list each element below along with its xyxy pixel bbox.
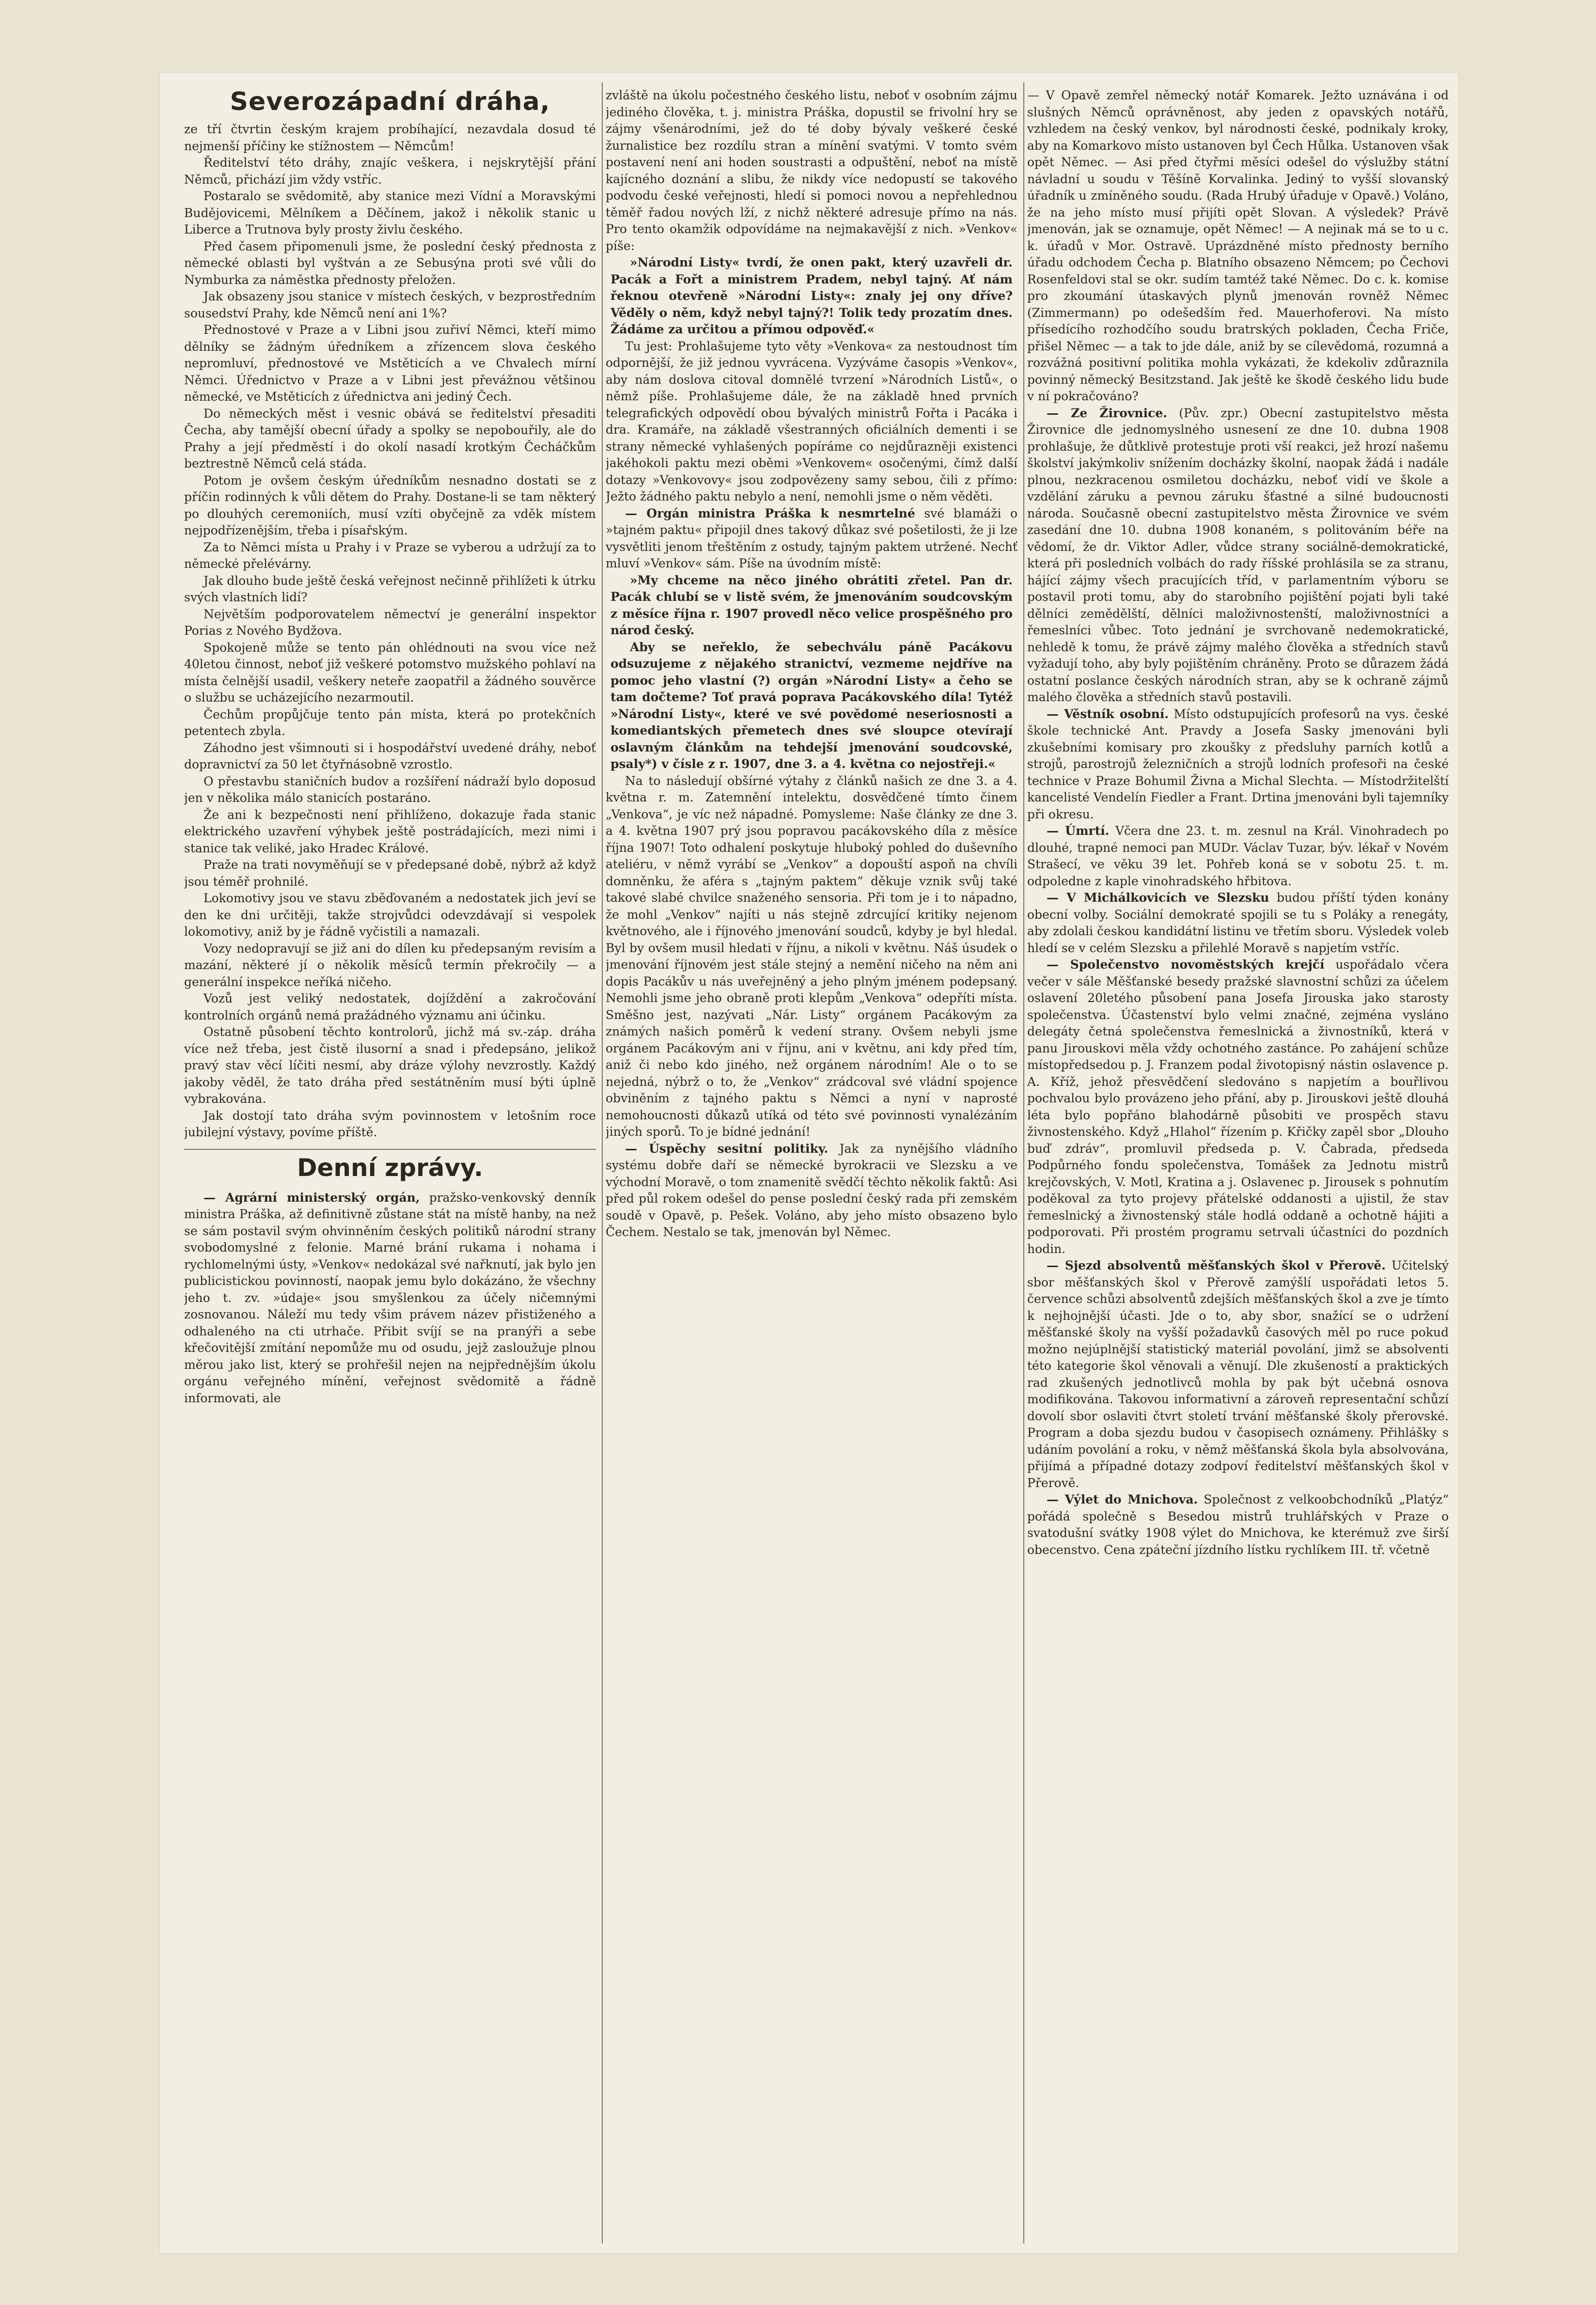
paragraph: Že ani k bezpečnosti není přihlíženo, dokazuje řada stanic elektrického uzavření výhybek ještě postrádajících, mezi nimi i stanice tak veliké, jako Hradec Králové. xyxy=(184,807,596,855)
news-item-text: (Pův. zpr.) Obecní zastupitelstvo města Žirovnice dle jednomyslného usnesení ze dne 10. dubna 1908 prohlašuje, že důtklivě protestuje proti vší reakci, jež hrozí našemu školství jakýmkoliv snížením docházky školní, naopak žádá i nadále plnou, nezkracenou osmiletou docházku, neboť vidí ve škole a vzdělání záruku a pevnou záruku šťastné a silné budoucnosti národa. Současně obecní zastupitelstvo města Žirovnice ve svém zasedání dne 10. dubna 1908 konaném, s politováním béře na vědomí, že dr. Viktor Adler, vůdce strany sociálně-demokratické, která při posledních volbách do rady říšské prohlásila se za stranu, hájící zájmy všech pracujících tříd, v parlamentním výboru se postavil proti tomu, aby do starobního pojištění pojati byli také dělníci zemědělští, dělníci maloživnostenští, maloživnostníci a řemeslníci vůbec. Toto jednání je svrchovaně nedemokratické, nehledě k tomu, že právě zájmy malého člověka a středních stavů vyžadují toho, aby byly pojištěním chráněny. Proto se důrazem žádá ostatní poslance českých národních stran, aby se k ochraně zájmů malého člověka a středních stavů postavili. xyxy=(1027,406,1449,704)
paragraph: Jak obsazeny jsou stanice v místech českých, v bezprostředním sousedství Prahy, kde Němců není ani 1%? xyxy=(184,289,596,320)
paragraph: zvláště na úkolu počestného českého listu, neboť v osobním zájmu jediného člověka, t. j. ministra Práška, dopustil se frivolní hry se zájmy všenárodními, jež do té doby bývaly veškeré české žurnalistice bez rozdílu stran a mínění svatými. V tomto svém postavení není ani hoden soustrasti a odpuštění, neboť na místě kajícného doznání a slibu, že nikdy více nedopustí se takového podvodu české veřejnosti, hledí si pomoci novou a nepřehlednou těměř řadou nových lží, z nichž některé adresuje přímo na nás. Pro tento okamžik odpovídáme na nejmakavější z nich. »Venkov« píše: xyxy=(606,88,1017,253)
news-item xyxy=(184,1190,596,1407)
news-item-text: uspořádalo včera večer v sále Měšťanské besedy pražské slavnostní schůzi za účelem oslavení 20letého působení pana Josefa Jirouska jako starosty společenstva. Účastenství bylo velmi značné, zejména vysláno delegáty četná společenstva řemeslnická a živnostníků, která v panu Jirouskovi měla vždy ochotného zastánce. Po zahájení schůze místopředsedou p. J. Franzem podal životopisný nástin oslavence p. A. Kříž, jehož přesvědčení sledováno s napjetím a bouřlivou pochvalou bylo provázeno jeho přání, aby p. Jirouskovi ještě dlouhá léta bylo popřáno blahodárně působiti ve prospěch stavu živnostenského. Když „Hlahol“ řízením p. Křičky zapěl sbor „Dlouho buď zdráv“, promluvil předseda p. V. Čabrada, předseda Podpůrného fondu společenstva, Tomášek za Jednotu mistrů krejčovských, V. Motl, Kratina a j. Oslavenec p. Jirousek s pohnutím poděkoval za tyto projevy přátelské oddanosti a ujistil, že stav řemeslnický a živnostenský stále hodlá oddaně a ochotně hájiti a podporovati. Při prostém programu setrvali účastníci do pozdních hodin. xyxy=(1027,957,1449,1256)
paragraph: Spokojeně může se tento pán ohlédnouti na svou více než 40letou činnost, neboť již veškeré potomstvo mužského pohlaví na místa čelnější usadil, veškery neteře zaopatřil a žádného souvěrce o službu se ucházejícího nezarmoutil. xyxy=(184,640,596,705)
column-rule xyxy=(1023,82,1024,2243)
news-item xyxy=(1027,1491,1449,1558)
paragraph: Čechům propůjčuje tento pán místa, která po protekčních petentech zbyla. xyxy=(184,707,596,738)
news-item-lead: — Společenstvo novoměstských krejčí xyxy=(1047,957,1325,972)
paragraph: Na to následují obšírné výtahy z článků našich ze dne 3. a 4. května r. m. Zatemnění intelektu, dosvědčené tímto činem „Venkova“, je víc než nápadné. Pomysleme: Naše články ze dne 3. a 4. května 1907 prý jsou popravou pacákovského díla z měsíce října 1907! Toto odhalení poskytuje hluboký pohled do duševního ateliéru, v němž vyrábí se „Venkov“ a dopouští aspoň na chvíli domněnku, že aféra s „tajným paktem“ děkuje vznik svůj také takové slabé chvilce snaženého sensoria. Při tom je i to nápadno, že mohl „Venkov“ najíti u nás stejně zdrcující kritiky nejenom květnového, ale i říjnového jmenování soudců, kdyby je byl hledal. Byl by ovšem musil hledati v říjnu, a nikoli v květnu. Náš úsudek o jmenování říjnovém jest stále stejný a nemění ničeho na něm ani dopis Pacákův u nás uveřejněný a jeho plným jménem podepsaný. Nemohli jsme jeho obraně proti klepům „Venkova“ odepříti místa. Směšno jest, nazývati „Nár. Listy“ orgánem Pacákovým za známých našich poměrů k vedení strany. Ovšem nebyli jsme orgánem Pacákovým ani v říjnu, ani v květnu, ani kdy před tím, aniž či nebo kdo jiného, než orgánem národním! Ale o to se nejedná, nýbrž o to, že „Venkov“ zrádcoval své vládní spojence obviněním z tajného paktu s Němci a nyní v naprosté nemohoucnosti důkazů utíká od této své povinnosti vynalézáním jiných sporů. To je bídné jednání! xyxy=(606,773,1017,1139)
news-item-text: Místo odstupujících profesorů na vys. české škole technické Ant. Pravdy a Josefa Sasky jmenováni byli zkušebními komisary pro zkoušky z předsluhy parních kotlů a strojů, parostrojů železničních a strojů lodních profesoři na české technice v Praze Bohumil Živna a Michal Slechta. — Místodržitelští kancelisté Vendelín Fiedler a Frant. Drtina jmenováni byli tajemníky při okresu. xyxy=(1027,706,1449,821)
paragraph: Vozy nedopravují se již ani do dílen ku předepsaným revisím a mazání, některé jí o několik měsíců termín překročily — a generální inspekce neříká ničeho. xyxy=(184,941,596,989)
news-item-text: Jak za nynějšího vládního systému dobře daří se německé byrokracii ve Slezsku a ve východní Moravě, o tom znamenitě svědčí těchto několik faktů: Asi před půl rokem odešel do pense poslední český rada při zemském soudě v Opavě, p. Pešek. Voláno, aby jeho místo obsazeno bylo Čechem. Nestalo se tak, jmenován byl Němec. xyxy=(606,1141,1017,1239)
news-item xyxy=(1027,1257,1449,1491)
news-item-text: Včera dne 23. t. m. zesnul na Král. Vinohradech po dlouhé, trapné nemoci pan MUDr. Václav Tuzar, býv. lékař v Novém Strašecí, ve věku 39 let. Pohřeb koná se v sobotu 25. t. m. odpoledne z kaple vinohradského hřbitova. xyxy=(1027,824,1449,888)
news-item xyxy=(606,505,1017,572)
news-item-lead: — Ze Žirovnice. xyxy=(1047,406,1167,420)
paragraph: Praže na trati novyměňují se v předepsané době, nýbrž až když jsou téměř prohnilé. xyxy=(184,858,596,889)
column-1 xyxy=(184,87,596,2239)
news-item-lead: — Agrární ministerský orgán, xyxy=(203,1190,420,1205)
paragraph: Ostatně působení těchto kontrolorů, jichž má sv.-záp. dráha více než třeba, jest čistě ilusorní a snad i předepsáno, jelikož pravý stav věcí líčiti nesmí, aby dráze výlohy nevzrostly. Každý jakoby věděl, že tato dráha před sestátněním musí býti úplně vybrakována. xyxy=(184,1025,596,1106)
column-3 xyxy=(1027,87,1449,2239)
paragraph: Záhodno jest všimnouti si i hospodářství uvedené dráhy, neboť dopravnictví za 50 let čtyřnásobně vzrostlo. xyxy=(184,740,596,771)
news-item-text: budou příští týden konány obecní volby. Sociální demokraté spojili se tu s Poláky a renegáty, aby zdolali českou kandidátní listinu ve třetím sboru. Výsledek voleb hledí se v celém Slezsku a přilehlé Moravě s napjetím vstříc. xyxy=(1027,891,1449,955)
paragraph: Jak dlouho bude ještě česká veřejnost nečinně přihlížeti k útrku svých vlastních lidí? xyxy=(184,573,596,604)
paragraph: Tu jest: Prohlašujeme tyto věty »Venkova« za nestoudnost tím odpornější, že již jednou vyvrácena. Vyzýváme časopis »Venkov«, aby nám doslova citoval domnělé tvrzení »Národních Listů«, o němž píše. Prohlašujeme dále, že na základě hned prvních telegrafických odpovědí obou bývalých ministrů Fořta i Pacáka i dra. Kramáře, na základě všestranných oficiálních dementi i se strany německé vyhlašených popíráme co nejdůrazněji existenci jakéhokoli paktu mezi oběmi »Venkovem« osočenými, čímž další dotazy »Venkovovy« jsou zodpovězeny samy sebou, čili z přímo: Ježto žádného paktu nebylo a není, nemohli jsme o něm věděti. xyxy=(606,339,1017,503)
news-item xyxy=(1027,405,1449,706)
paragraph: Lokomotivy jsou ve stavu zběďovaném a nedostatek jich jeví se den ke dni určitěji, takže strojvůdci odevzdávají si vespolek lokomotivy, aniž by je řádně vyčistili a namazali. xyxy=(184,891,596,939)
news-item-text: pražsko-venkovský denník ministra Práška, až definitivně zůstane stát na místě hanby, na než se sám postavil svým ohvinněním českých politiků národní strany svobodomyslné z felonie. Marné brání rukama i nohama i rychlomelnými ústy, »Venkov« nedokázal své nařknutí, jak bylo jen publicistickou povinností, naopak jemu bylo dokázáno, že všechny jeho t. zv. »údaje« jsou smyšlenkou za účely ničemnými zosnovanou. Náleží mu tedy všim právem název přistiženého a odhaleného na cti utrhače. Přibit svíjí se na pranýři a sebe křečovitější zmítání nepomůže mu od osudu, jejž zasloužuje plnou měrou jako list, který se prohřešil nejen na nejpřednějším úkolu orgánu veřejného mínění, veřejnost svědomitě a řádně informovati, ale xyxy=(184,1190,596,1405)
paragraph: Největším podporovatelem němectví je generální inspektor Porias z Nového Bydžova. xyxy=(184,607,596,638)
news-item xyxy=(1027,823,1449,890)
paragraph: Před časem připomenuli jsme, že poslední český přednosta z německé oblasti byl vyštván a ze Sebusýna proti své vůli do Nymburka za náměstka přednosty přeložen. xyxy=(184,239,596,287)
column-2 xyxy=(606,87,1017,2239)
news-item-lead: — Úmrtí. xyxy=(1047,824,1110,838)
news-item xyxy=(1027,890,1449,956)
paragraph: ze tří čtvrtin českým krajem probíhající, nezavdala dosud té nejmenší příčiny ke stížnostem — Němcům! xyxy=(184,122,596,153)
news-item-text: Učitelský sbor měšťanských škol v Přerově zamýšlí uspořádati letos 5. července schůzi absolventů zdejších měšťanských škol a zve je tímto k nejhojnější účasti. Jde o to, aby sbor, snažící se o udržení měšťanské školy na vyšší požadavků časových měl po ruce pokud možno nejúplnější statistický materiál povolání, jimž se absolventi této kategorie škol věnovali a věnují. Dle zkušeností a praktických rad zkušených jednotlivců mohla by pak být učebná osnova modifikována. Takovou informativní a zároveň representační schůzí dovolí sbor oslaviti čtvrt století trvání měšťanské školy přerovské. Program a doba sjezdu budou v časopisech oznámeny. Přihlášky s udáním povolání a roku, v němž měšťanská škola byla absolvována, přijímá a případné dotazy zodpoví ředitelství měšťanských škol v Přerově. xyxy=(1027,1258,1449,1490)
paragraph: O přestavbu staničních budov a rozšíření nádraží bylo doposud jen v několika málo stanicích postaráno. xyxy=(184,774,596,805)
news-item-lead: — Úspěchy sesitní politiky. xyxy=(625,1141,829,1156)
quotation: »Národní Listy« tvrdí, že onen pakt, který uzavřeli dr. Pacák a Fořt a ministrem Pradem, nebyl tajný. Ať nám řeknou otevřeně »Národní Listy«: znaly jej ony dříve? Věděly o něm, když nebyl tajný?! Tolik tedy prozatím dnes. Žádáme za určitou a přímou odpověď.« xyxy=(610,255,1013,336)
article-heading: Severozápadní dráha, xyxy=(230,87,550,116)
quotation: »My chceme na něco jiného obrátiti zřetel. Pan dr. Pacák chlubí se v listě svém, že jmenováním soudcovským z měsíce října r. 1907 provedl něco velice prospěšného pro národ český. xyxy=(610,573,1013,637)
news-item-lead: — Věstník osobní. xyxy=(1047,706,1169,721)
news-item xyxy=(1027,706,1449,823)
news-item-lead: — Orgán ministra Práška k nesmrtelné xyxy=(625,506,915,520)
news-item-lead: — Sjezd absolventů měšťanských škol v Přerově. xyxy=(1047,1258,1386,1272)
paragraph: Jak dostojí tato dráha svým povinnostem v letošním roce jubilejní výstavy, povíme příště. xyxy=(184,1108,596,1139)
paragraph: Potom je ovšem českým úředníkům nesnadno dostati se z příčin rodinných k vůli dětem do Prahy. Dostane-li se tam některý po dlouhých ceremoniích, musí vzíti obyčejně za vděk místem nejpodřízenějším, třeba i písařským. xyxy=(184,473,596,537)
news-item xyxy=(1027,956,1449,1257)
news-item-text: Společnost z velkoobchodníků „Platýz“ pořádá společně s Besedou mistrů truhlářských v Praze o svatodušní svátky 1908 výlet do Mnichova, ke kterémuž zve širší obecenstvo. Cena zpáteční jízdního lístku rychlíkem III. tř. včetně xyxy=(1027,1492,1449,1557)
section-heading: Denní zprávy. xyxy=(184,1149,596,1183)
paragraph: Postaralo se svědomitě, aby stanice mezi Vídní a Moravskými Budějovicemi, Mělníkem a Děčínem, jakož i několik stanic u Liberce a Trutnova byly prosty živlu českého. xyxy=(184,189,596,236)
newspaper-page xyxy=(160,73,1458,2253)
paragraph: Přednostové v Praze a v Libni jsou zuřiví Němci, kteří mimo dělníky se žádným úředníkem a zřízencem slova českého nepromluví, přednostové ve Mstěticích a ve Chvalech mírní Němci. Úřednictvo v Praze a v Libni jest převážnou většinou německé, ve Mstěticích z úřednictva ani jediný Čech. xyxy=(184,323,596,404)
paragraph: Vozů jest veliký nedostatek, dojíždění a zakročování kontrolních orgánů nemá pražádného významu ani účinku. xyxy=(184,991,596,1022)
paragraph: Ředitelství této dráhy, znajíc veškera, i nejskrytější přání Němců, přichází jim vždy vstříc. xyxy=(184,156,596,187)
news-item-lead: — Výlet do Mnichova. xyxy=(1047,1492,1198,1506)
news-item xyxy=(606,1141,1017,1241)
paragraph: Za to Němci místa u Prahy i v Praze se vyberou a udržují za to německé přelévárny. xyxy=(184,540,596,571)
quotation: Aby se neřeklo, že sebechválu páně Pacákovu odsuzujeme z nějakého stranictví, vezmeme nejdříve na pomoc jeho vlastní (?) orgán »Národní Listy« a čeho se tam dočteme? Toť pravá popravа Pacákovského díla! Tytéž »Národní Listy«, které ve své povědomé neseriosnosti a komediantských přemetech dnes své sloupce otevírají oslavným článkům na tehdejší jmenování soudcovské, psaly*) v čísle z r. 1907, dne 3. a 4. května co nejostřeji.« xyxy=(610,640,1013,771)
paragraph: — V Opavě zemřel německý notář Komarek. Ježto uznávána i od slušných Němců oprávněnost, aby jeden z opavských notářů, vzhledem na český venkov, byl národnosti české, podnikaly kroky, aby na Komarkovo místo ustanoven byl Čech Hůlka. Ustanoven však opět Němec. — Asi před čtyřmi měsíci odešel do výslužby státní návladní u soudu v Těšíně Korvalinka. Jediný to vyšší slovanský úřadník u zmíněného soudu. (Rada Hrubý úřaduje v Opavě.) Voláno, že na jeho místo musí přijíti opět Slovan. A výsledek? Právě jmenován, jak se oznamuje, opět Němec! — A nejinak má se to u c. k. úřadů v Mor. Ostravě. Uprázdněné místo přednosty berního úřadu odchodem Čecha p. Blatního obsazeno Němcem; po Čechovi Rosenfeldovi stal se okr. sudím tamtéž také Němec. Do c. k. komise pro zkoumání útaskavých plynů jmenován rovněž Němec (Zimmermann) po odešedším řed. Mauerhoferovi. Na místo přísedícího rozhodčího soudu bratrských pokladen, Čecha Friče, přišel Němec — a tak to jde dále, aniž by se cílevědomá, rozumná a rozvážná positivní politika mohla vykázati, že kdekoliv zdůraznila povinný německý Besitzstand. Jak ještě ke škodě českého lidu bude v ní pokračováno? xyxy=(1027,88,1449,403)
news-item-lead: — V Michálkovicích ve Slezsku xyxy=(1047,891,1269,905)
news-item-text: své blamáži o »tajném paktu« připojil dnes takový důkaz své pošetilosti, že ji lze vysvětliti jenom třeštěním z ostudy, tajným paktem utržené. Nechť mluví »Venkov« sám. Píše na úvodním místě: xyxy=(606,506,1017,570)
paragraph: Do německých měst i vesnic obává se ředitelství přesaditi Čecha, aby tamější obecní úřady a spolky se nepobouřily, ale do Prahy a její předměstí i do okolí nasadí krotkým Čecháčkům beztrestně Němců celá stáda. xyxy=(184,406,596,470)
column-rule xyxy=(602,82,603,2243)
